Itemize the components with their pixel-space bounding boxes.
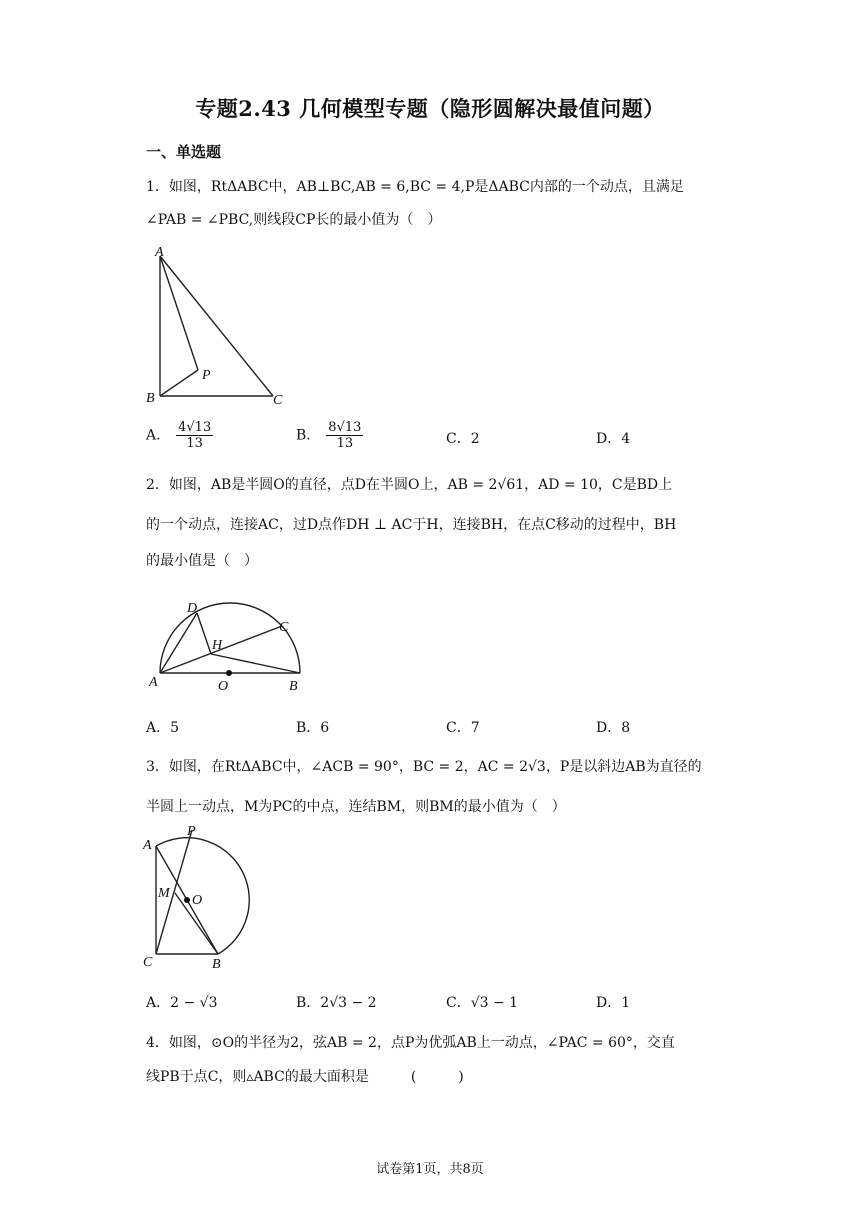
q3-option-c: C．√3 − 1 (446, 995, 519, 1011)
q1-triangle-figure (140, 244, 300, 409)
q2-option-b: B．6 (296, 720, 330, 736)
q1-option-a-numerator: 4√13 (178, 420, 212, 435)
q2-semicircle-figure (140, 596, 315, 696)
q2-line-3: 的最小值是（ ） (146, 553, 258, 569)
q2-label-o: O (218, 679, 229, 694)
q2-label-b: B (289, 679, 298, 694)
q1-label-b: B (146, 391, 155, 406)
q3-label-m: M (158, 886, 170, 901)
q2-label-a: A (149, 675, 158, 690)
page-title: 专题2.43 几何模型专题（隐形圆解决最值问题） (195, 96, 665, 121)
q4-line-1: 4．如图，⊙O的半径为2，弦AB = 2，点P为优弧AB上一动点，∠PAC = 60°，交直 (146, 1035, 675, 1051)
q3-semicircle-figure (138, 822, 253, 974)
q1-option-a: A． $\frac{4√13}{13}$ (146, 420, 212, 451)
q3-label-p: P (187, 824, 196, 839)
q2-option-a: A．5 (146, 720, 180, 736)
q2-line-1: 2．如图，AB是半圆O的直径，点D在半圆O上，AB = 2√61，AD = 10，C是BD上 (146, 477, 673, 493)
q1-label-p: P (202, 368, 211, 383)
q3-label-b: B (212, 957, 221, 972)
q1-label-c: C (273, 393, 283, 408)
q1-option-b-denominator: 13 (336, 436, 354, 451)
q3-line-1: 3．如图，在RtΔABC中，∠ACB = 90°，BC = 2，AC = 2√3，P是以斜边AB为直径的 (146, 759, 702, 775)
q3-option-d: D．1 (596, 995, 631, 1011)
q1-line-2: ∠PAB = ∠PBC,则线段CP长的最小值为（ ） (146, 212, 442, 228)
q3-line-2: 半圆上一动点，M为PC的中点，连结BM，则BM的最小值为（ ） (146, 799, 566, 815)
q3-option-a: A．2 − √3 (146, 995, 218, 1011)
q2-label-h: H (212, 638, 223, 653)
section-heading: 一、单选题 (146, 143, 222, 161)
q2-label-d: D (187, 601, 198, 616)
q2-line-2: 的一个动点，连接AC，过D点作DH ⊥ AC于H，连接BH，在点C移动的过程中，BH (146, 517, 677, 533)
q3-label-o: O (192, 893, 203, 908)
q2-label-c: C (279, 620, 289, 635)
q1-line-1: 1．如图，RtΔABC中，AB⊥BC,AB = 6,BC = 4,P是ΔABC内部的一个动点，且满足 (146, 179, 684, 195)
q1-option-b: B． $\frac{8√13}{13}$ (296, 420, 362, 451)
q2-option-c: C．7 (446, 720, 480, 736)
q1-option-b-numerator: 8√13 (328, 420, 362, 435)
q1-option-d: D．4 (596, 431, 631, 447)
q2-option-d: D．8 (596, 720, 631, 736)
page-footer: 试卷第1页，共8页 (376, 1162, 484, 1177)
q3-label-c: C (143, 955, 153, 970)
q1-option-a-denominator: 13 (186, 436, 203, 451)
q3-label-a: A (143, 838, 152, 853)
q1-option-c: C．2 (446, 431, 480, 447)
q4-line-2: 线PB于点C，则▵ABC的最大面积是 ( ) (146, 1069, 464, 1085)
q1-label-a: A (155, 245, 164, 260)
q3-option-b: B．2√3 − 2 (296, 995, 377, 1011)
